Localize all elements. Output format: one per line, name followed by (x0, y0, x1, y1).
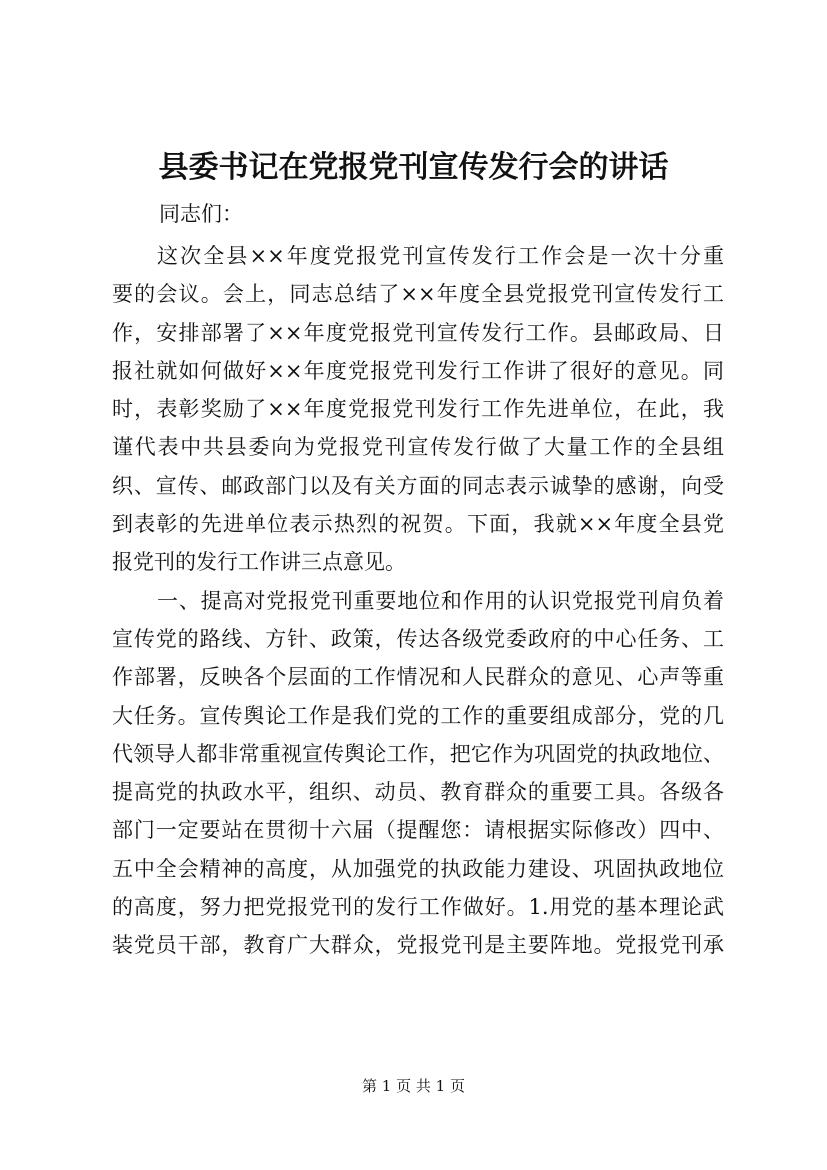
text-line: 宣传党的路线、方针、政策，传达各级党委政府的中心任务、工 (112, 626, 724, 651)
text-line: 五中全会精神的高度，从加强党的执政能力建设、巩固执政地位 (112, 856, 724, 881)
text-line: 提高党的执政水平，组织、动员、教育群众的重要工具。各级各 (112, 780, 724, 805)
text-line: 时，表彰奖励了××年度党报党刊发行工作先进单位，在此，我 (112, 397, 724, 422)
text-line: 织、宣传、邮政部门以及有关方面的同志表示诚挚的感谢，向受 (112, 473, 724, 498)
text-line: 作部署，反映各个层面的工作情况和人民群众的意见、心声等重 (112, 665, 724, 690)
text-line: 这次全县××年度党报党刊宣传发行工作会是一次十分重 (157, 244, 724, 268)
document-body (112, 237, 724, 965)
text-line: 谨代表中共县委向为党报党刊宣传发行做了大量工作的全县组 (112, 435, 724, 460)
salutation: 同志们： (159, 202, 243, 226)
paragraph-1 (112, 237, 724, 582)
text-line: 要的会议。会上，同志总结了××年度全县党报党刊宣传发行工 (112, 282, 724, 307)
text-line: 一、提高对党报党刊重要地位和作用的认识党报党刊肩负着 (157, 588, 724, 613)
text-line: 作，安排部署了××年度党报党刊宣传发行工作。县邮政局、日 (112, 320, 724, 345)
document-title: 县委书记在党报党刊宣传发行会的讲话 (158, 150, 669, 185)
text-line: 的高度，努力把党报党刊的发行工作做好。1.用党的基本理论武 (112, 895, 724, 920)
text-line: 代领导人都非常重视宣传舆论工作，把它作为巩固党的执政地位、 (112, 741, 724, 766)
text-line: 到表彰的先进单位表示热烈的祝贺。下面，我就××年度全县党 (112, 512, 724, 537)
text-line: 装党员干部，教育广大群众，党报党刊是主要阵地。党报党刊承 (112, 933, 724, 958)
text-line: 报社就如何做好××年度党报党刊发行工作讲了很好的意见。同 (112, 358, 724, 383)
text-line: 报党刊的发行工作讲三点意见。 (112, 550, 406, 575)
page-number-footer: 第 1 页 共 1 页 (362, 1077, 465, 1095)
paragraph-2 (112, 582, 724, 965)
text-line: 部门一定要站在贯彻十六届（提醒您：请根据实际修改）四中、 (112, 818, 724, 843)
text-line: 大任务。宣传舆论工作是我们党的工作的重要组成部分，党的几 (112, 703, 724, 728)
